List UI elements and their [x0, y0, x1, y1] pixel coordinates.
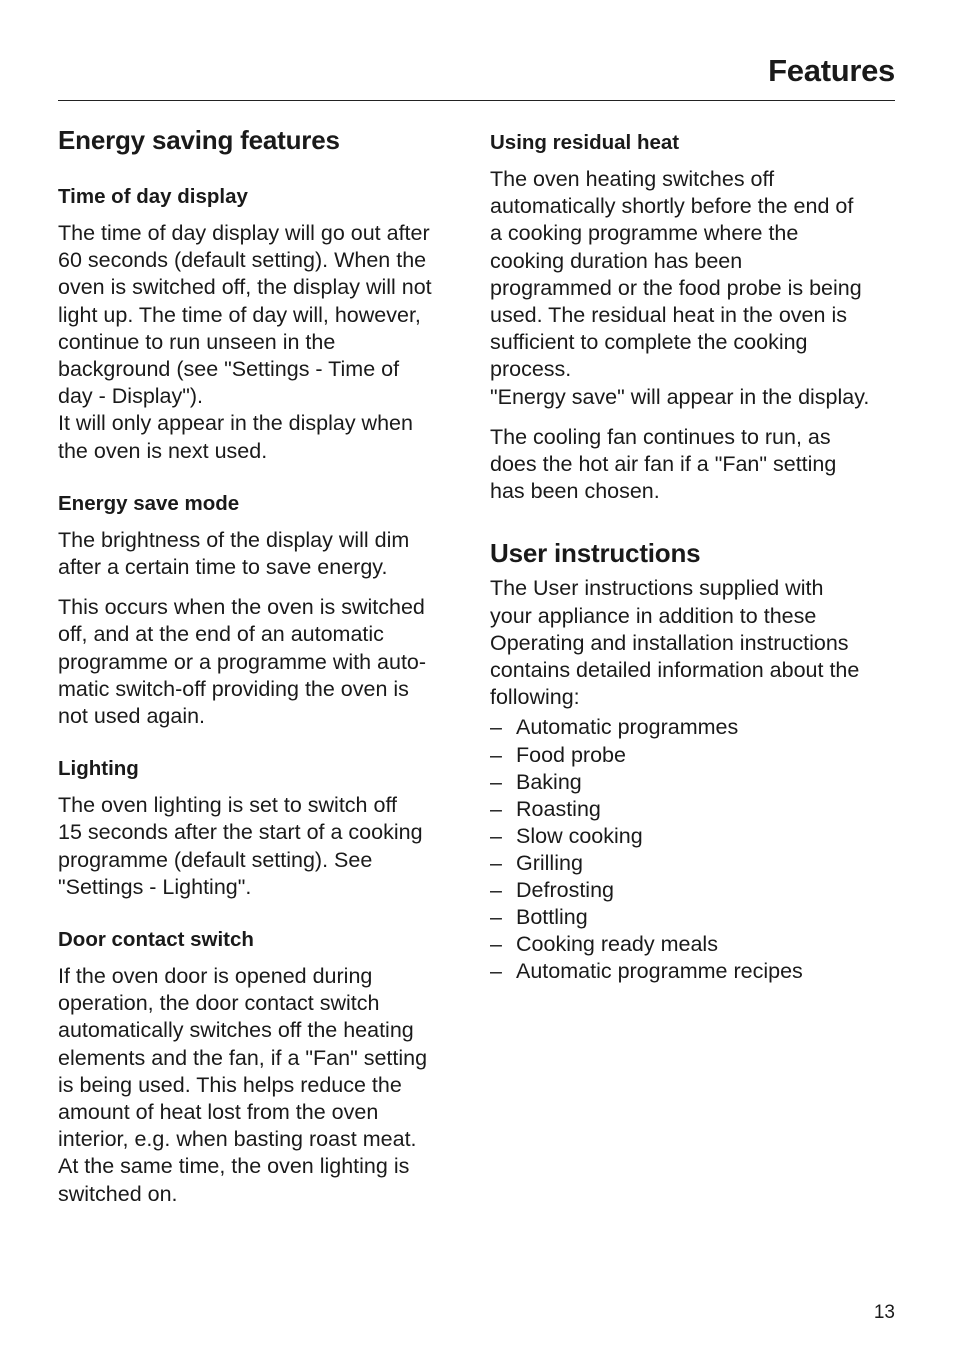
list-item-label: Baking	[516, 769, 582, 794]
left-column	[58, 120, 463, 1208]
list-item	[490, 742, 900, 769]
list-item-label: Defrosting	[516, 878, 614, 903]
list-item	[490, 850, 900, 877]
lighting-heading: Lighting	[58, 757, 139, 781]
dash-bullet: –	[490, 823, 502, 848]
right-column	[490, 120, 900, 985]
dash-bullet: –	[490, 905, 502, 930]
list-item	[490, 796, 900, 823]
list-item	[490, 904, 900, 931]
dash-bullet: –	[490, 850, 502, 875]
list-item-label: Grilling	[516, 850, 583, 875]
time-of-day-text: The time of day display will go out after 60 seconds (default setting). When the oven is switched off, the display will not light up. The time of day will, however, continue to run unseen in the background (see "Settings - Time of day - Display"). It will only appear in the display when the oven is next used.	[58, 221, 432, 463]
list-item	[490, 769, 900, 796]
energy-save-mode-heading: Energy save mode	[58, 491, 240, 515]
dash-bullet: –	[490, 742, 502, 767]
lighting-text: The oven lighting is set to switch off 15 seconds after the start of a cooking programme (default setting). See "Settings - Lighting".	[58, 793, 423, 899]
residual-heat-heading: Using residual heat	[490, 131, 680, 154]
dash-bullet: –	[490, 796, 502, 821]
page-header	[58, 52, 895, 101]
energy-save-mode-text-1: The brightness of the display will dim after a certain time to save energy.	[58, 527, 410, 580]
time-of-day-heading: Time of day display	[58, 185, 248, 208]
list-item-label: Roasting	[516, 796, 601, 821]
energy-save-mode-text-2: This occurs when the oven is switched off, and at the end of an automatic programme or a programme with auto- matic switch-off providing the oven is not used again.	[58, 595, 427, 729]
list-item	[490, 958, 900, 985]
door-contact-heading: Door contact switch	[58, 928, 254, 952]
door-contact-text: If the oven door is opened during operation, the door contact switch automatically switches off the heating elements and the fan, if a "Fan" setting is being used. This helps reduce the amount of heat lost from the oven interior, e.g. when basting roast meat. At the same time, the oven lighting is switched on.	[58, 964, 428, 1206]
residual-heat-text-1: The oven heating switches off automatically shortly before the end of a cooking programme where the cooking duration has been programmed or the food probe is being used. The residual heat in the oven is sufficient to complete the cooking process. "Energy save" will appear in the display.	[490, 167, 870, 409]
page-number: 13	[873, 1302, 895, 1323]
energy-saving-heading: Energy saving features	[58, 125, 340, 155]
list-item-label: Bottling	[516, 905, 588, 930]
page-title: Features	[768, 53, 895, 88]
list-item	[490, 714, 900, 741]
user-instructions-intro: The User instructions supplied with your appliance in addition to these Operating and installation instructions contains detailed information about the following:	[490, 576, 860, 710]
dash-bullet: –	[490, 959, 502, 984]
list-item-label: Food probe	[516, 742, 626, 767]
list-item-label: Slow cooking	[516, 823, 643, 848]
list-item-label: Automatic programme recipes	[516, 959, 803, 984]
list-item-label: Automatic programmes	[516, 715, 739, 740]
list-item	[490, 823, 900, 850]
user-instructions-heading: User instructions	[490, 538, 701, 569]
dash-bullet: –	[490, 715, 502, 740]
list-item-label: Cooking ready meals	[516, 932, 718, 957]
dash-bullet: –	[490, 769, 502, 794]
list-item	[490, 931, 900, 958]
user-instructions-list	[490, 714, 900, 985]
dash-bullet: –	[490, 878, 502, 903]
dash-bullet: –	[490, 932, 502, 957]
list-item	[490, 877, 900, 904]
residual-heat-text-2: The cooling fan continues to run, as does the hot air fan if a "Fan" setting has been chosen.	[490, 424, 837, 504]
